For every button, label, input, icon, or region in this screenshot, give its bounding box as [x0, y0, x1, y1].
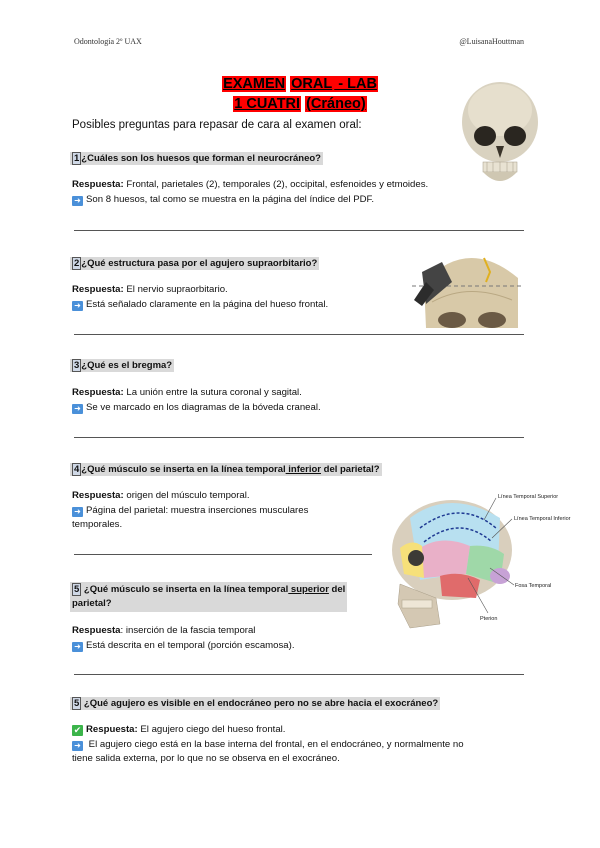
answer-5-note: Está descrita en el temporal (porción escamosa).	[86, 639, 295, 651]
answer-6-label: Respuesta:	[86, 724, 138, 735]
question-1-number: 1	[74, 153, 80, 164]
answer-6	[72, 723, 464, 767]
label-linea-inferior: Línea Temporal Inferior	[514, 516, 571, 522]
divider	[74, 230, 524, 231]
frontal-bone-image	[412, 242, 524, 328]
arrow-right-icon: ➜	[72, 642, 83, 652]
arrow-right-icon: ➜	[72, 507, 83, 517]
question-2-number: 2	[74, 258, 80, 269]
answer-3-note: Se ve marcado en los diagramas de la bóveda craneal.	[86, 401, 321, 413]
answer-2-note: Está señalado claramente en la página del hueso frontal.	[86, 298, 329, 310]
question-4-text-a: ¿Qué músculo se inserta en la línea temporal	[81, 464, 286, 475]
question-4-text-b: del parietal?	[321, 464, 380, 475]
answer-6-note-2: tiene salida externa, por lo que no se observa en el exocráneo.	[72, 753, 340, 764]
answer-4	[72, 489, 308, 533]
question-6	[70, 697, 440, 710]
arrow-right-icon: ➜	[72, 301, 83, 311]
answer-1-text: Frontal, parietales (2), temporales (2), occipital, esfenoides y etmoides.	[123, 179, 429, 190]
answer-4-label: Respuesta:	[72, 490, 124, 501]
question-3-number: 3	[74, 360, 80, 371]
question-2	[70, 257, 319, 270]
question-4	[70, 463, 382, 476]
answer-3	[72, 386, 321, 415]
question-5-text-c: parietal?	[72, 598, 112, 609]
divider	[74, 674, 524, 675]
divider	[74, 554, 372, 555]
arrow-right-icon: ➜	[72, 196, 83, 206]
title-cuatri: 1 CUATRI	[234, 96, 301, 112]
answer-5-label: Respuesta	[72, 625, 121, 636]
question-5-text-a: ¿Qué músculo se inserta en la línea temporal	[81, 584, 289, 595]
question-3	[70, 359, 174, 372]
question-4-number: 4	[74, 464, 80, 475]
question-2-text: ¿Qué estructura pasa por el agujero supraorbitario?	[81, 258, 318, 269]
question-4-text-underlined: inferior	[285, 464, 321, 475]
header-left: Odontología 2º UAX	[74, 37, 142, 46]
arrow-right-icon: ➜	[72, 404, 83, 414]
answer-1-note: Son 8 huesos, tal como se muestra en la página del índice del PDF.	[86, 193, 374, 205]
label-linea-superior: Línea Temporal Superior	[498, 494, 559, 500]
title-lab: - LAB	[334, 76, 377, 92]
question-6-text: ¿Qué agujero es visible en el endocráneo pero no se abre hacia el exocráneo?	[81, 698, 439, 709]
answer-1-label: Respuesta:	[72, 179, 124, 190]
answer-4-text: origen del músculo temporal.	[123, 490, 250, 501]
intro-text: Posibles preguntas para repasar de cara al examen oral:	[72, 119, 362, 131]
label-fosa-temporal: Fosa Temporal	[515, 583, 552, 589]
arrow-right-icon: ➜	[72, 741, 83, 751]
answer-3-text: La unión entre la sutura coronal y sagital.	[123, 387, 302, 398]
question-5-number: 5	[74, 584, 80, 595]
divider	[74, 437, 524, 438]
skull-front-image	[455, 80, 545, 192]
question-3-text: ¿Qué es el bregma?	[81, 360, 173, 371]
title-examen: EXAMEN	[223, 76, 286, 92]
title-craneo: (Cráneo)	[306, 96, 366, 112]
answer-1	[72, 178, 428, 207]
answer-5-text: : inserción de la fascia temporal	[120, 625, 256, 636]
question-5-text-b: del	[328, 584, 346, 595]
answer-6-text: El agujero ciego del hueso frontal.	[137, 724, 286, 735]
label-pterion: Pterion	[480, 616, 498, 622]
answer-4-note-1: Página del parietal: muestra inserciones musculares	[86, 504, 309, 516]
answer-5	[72, 624, 295, 653]
answer-3-label: Respuesta:	[72, 387, 124, 398]
check-mark-icon: ✔	[73, 725, 82, 735]
answer-4-note-2: temporales.	[72, 519, 123, 530]
question-5-text-underlined: superior	[288, 584, 329, 595]
question-1-text: ¿Cuáles son los huesos que forman el neurocráneo?	[81, 153, 321, 164]
answer-2	[72, 283, 328, 312]
question-6-number: 5	[74, 698, 80, 709]
answer-2-text: El nervio supraorbitario.	[123, 284, 228, 295]
question-1	[70, 152, 323, 165]
divider	[74, 334, 524, 335]
lateral-skull-image	[380, 488, 580, 638]
question-5	[70, 582, 347, 612]
answer-2-label: Respuesta:	[72, 284, 124, 295]
answer-6-note-1: El agujero ciego está en la base interna del frontal, en el endocráneo, y normalmente no	[86, 738, 464, 750]
title-oral: ORAL	[291, 76, 333, 92]
header-right: @LuisanaHouttman	[459, 37, 524, 46]
